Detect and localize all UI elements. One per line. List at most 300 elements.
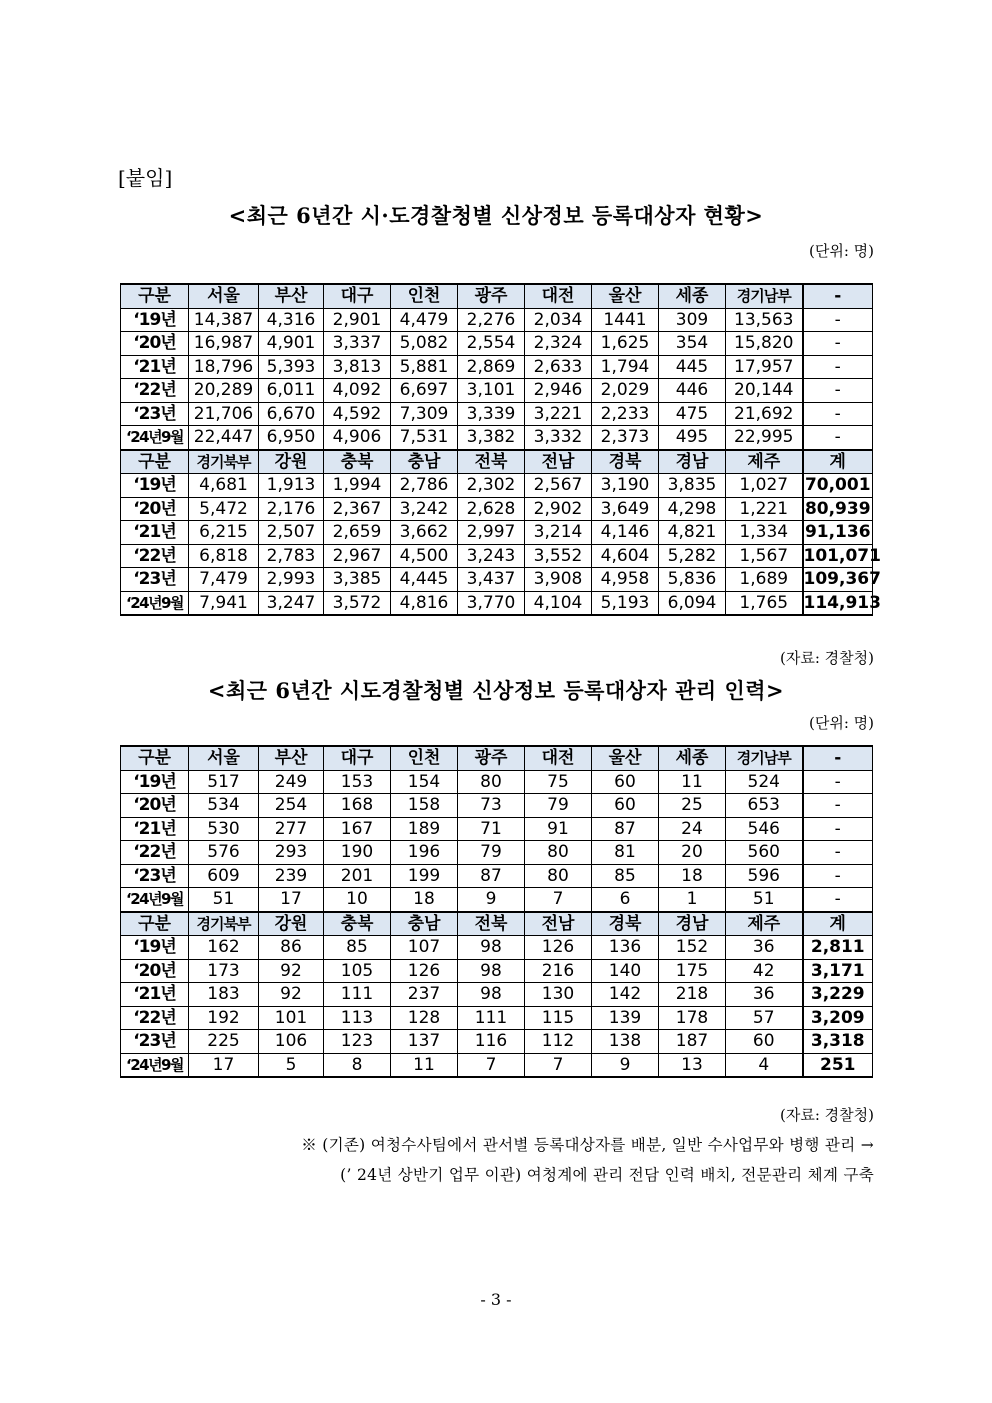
table-cell: 4,901 [259,332,324,356]
table-cell: 111 [458,1006,525,1030]
total-cell: 3,318 [803,1030,873,1054]
table-cell: 475 [659,402,726,426]
row-label: ‘19년 [121,770,189,794]
column-header: 대전 [525,284,592,308]
table-cell: 6,094 [659,591,726,615]
table-cell: 115 [525,1006,592,1030]
table-cell: 136 [592,936,659,960]
table-cell: 6 [592,888,659,912]
table-cell: 560 [726,841,803,865]
table-cell: 4,816 [391,591,458,615]
column-header: 전남 [525,450,592,474]
table-cell: 173 [189,959,259,983]
table-cell: 6,670 [259,402,324,426]
table-cell: 98 [458,983,525,1007]
column-header: 충북 [324,912,391,936]
table-header-row [121,284,873,308]
column-header: 구분 [121,912,189,936]
table-cell: 80 [525,864,592,888]
table-cell: 2,659 [324,521,391,545]
table-cell: 2,786 [391,474,458,498]
table-cell: 22,447 [189,426,259,450]
table-cell: - [803,817,873,841]
table-cell: 130 [525,983,592,1007]
total-cell: 2,811 [803,936,873,960]
table-cell: 6,697 [391,379,458,403]
table2-title: <최근 6년간 시도경찰청별 신상정보 등록대상자 관리 인력> [207,678,785,703]
table-cell: 5,472 [189,497,259,521]
table-row [121,1006,873,1030]
table-cell: 18 [659,864,726,888]
row-label: ‘21년 [121,817,189,841]
table-cell: 4 [726,1053,803,1077]
table-cell: - [803,379,873,403]
table-row [121,308,873,332]
attachment-label: [붙임] [118,166,173,190]
table-cell: 92 [259,983,324,1007]
column-header: 구분 [121,284,189,308]
total-cell: 3,229 [803,983,873,1007]
table-cell: 126 [391,959,458,983]
table-cell: 1,994 [324,474,391,498]
table-cell: 4,500 [391,544,458,568]
table-cell: 138 [592,1030,659,1054]
table-cell: 10 [324,888,391,912]
column-header: 충남 [391,450,458,474]
column-header: 전북 [458,450,525,474]
table-cell: 3,243 [458,544,525,568]
row-label: ‘21년 [121,983,189,1007]
table-row [121,379,873,403]
table-cell: 126 [525,936,592,960]
table-cell: 4,906 [324,426,391,450]
column-header: 충북 [324,450,391,474]
table-cell: 168 [324,794,391,818]
table-cell: 3,339 [458,402,525,426]
table-cell: 162 [189,936,259,960]
table-cell: 183 [189,983,259,1007]
table-cell: 9 [592,1053,659,1077]
table-cell: 3,813 [324,355,391,379]
row-label: ‘22년 [121,1006,189,1030]
table-row [121,841,873,865]
table-cell: 2,633 [525,355,592,379]
total-cell: 70,001 [803,474,873,498]
table-cell: - [803,355,873,379]
footnote-line-1: ※ (기존) 여청수사팀에서 관서별 등록대상자를 배분, 일반 수사업무와 병행 관리 → [301,1136,874,1154]
table-cell: 7,941 [189,591,259,615]
table-cell: 2,507 [259,521,324,545]
column-header: 광주 [458,284,525,308]
column-header: 부산 [259,284,324,308]
table-cell: 190 [324,841,391,865]
table-cell: 3,385 [324,568,391,592]
table-cell: 1,913 [259,474,324,498]
table-cell: 5,836 [659,568,726,592]
table-row [121,474,873,498]
table-cell: 6,011 [259,379,324,403]
table-cell: - [803,332,873,356]
table-cell: - [803,794,873,818]
table-cell: 113 [324,1006,391,1030]
table-cell: 2,993 [259,568,324,592]
table-cell: 1,027 [726,474,803,498]
table-cell: 152 [659,936,726,960]
table-cell: 18 [391,888,458,912]
row-label: ‘23년 [121,568,189,592]
table-cell: 2,997 [458,521,525,545]
registrant-status-table [120,283,881,616]
table-cell: 51 [726,888,803,912]
column-header: 계 [803,450,873,474]
row-label: ‘22년 [121,841,189,865]
table-row [121,355,873,379]
column-header: 제주 [726,912,803,936]
table-cell: 1,794 [592,355,659,379]
table-cell: 534 [189,794,259,818]
table-cell: 445 [659,355,726,379]
table-cell: 1441 [592,308,659,332]
table-cell: 249 [259,770,324,794]
table-cell: 178 [659,1006,726,1030]
table-cell: 3,770 [458,591,525,615]
table-cell: 20 [659,841,726,865]
row-label: ‘20년 [121,959,189,983]
table-cell: 2,783 [259,544,324,568]
table-cell: 17 [189,1053,259,1077]
table-cell: 6,818 [189,544,259,568]
table-cell: 17,957 [726,355,803,379]
total-cell: 109,367 [803,569,881,590]
table-cell: 71 [458,817,525,841]
table-cell: 2,276 [458,308,525,332]
table-cell: 2,029 [592,379,659,403]
table-cell: 653 [726,794,803,818]
table-cell: 80 [458,770,525,794]
table-cell: 128 [391,1006,458,1030]
table-cell: 7 [458,1053,525,1077]
column-header: 충남 [391,912,458,936]
table-cell: 3,649 [592,497,659,521]
table-cell: 5 [259,1053,324,1077]
table-cell: 3,101 [458,379,525,403]
column-header: 전남 [525,912,592,936]
row-label: ‘24년9월 [121,888,189,912]
total-cell: 101,071 [803,545,881,566]
table-cell: 24 [659,817,726,841]
table2-body [121,746,873,1077]
table-cell: 101 [259,1006,324,1030]
table-cell: 7,479 [189,568,259,592]
row-label: ‘24년9월 [121,1053,189,1077]
table-row [121,402,873,426]
table-cell: 81 [592,841,659,865]
table-cell: 112 [525,1030,592,1054]
column-header: - [803,746,873,770]
table-cell: 3,572 [324,591,391,615]
table-row [121,521,873,545]
table-cell: - [803,308,873,332]
table-cell: 116 [458,1030,525,1054]
table-cell: 167 [324,817,391,841]
table1-unit: (단위: 명) [809,242,874,260]
table-cell: 42 [726,959,803,983]
table-cell: 254 [259,794,324,818]
table-cell: 92 [259,959,324,983]
table-cell: 87 [458,864,525,888]
table-cell: 293 [259,841,324,865]
table-cell: 4,298 [659,497,726,521]
row-label: ‘24년9월 [121,426,189,450]
table-cell: 3,382 [458,426,525,450]
table-cell: 576 [189,841,259,865]
table-cell: 446 [659,379,726,403]
table-cell: 16,987 [189,332,259,356]
table-cell: 75 [525,770,592,794]
table-cell: 199 [391,864,458,888]
table-cell: 2,869 [458,355,525,379]
table-cell: 7 [525,888,592,912]
table-cell: 20,289 [189,379,259,403]
total-cell: 3,209 [803,1006,873,1030]
table-cell: 3,337 [324,332,391,356]
table-cell: 154 [391,770,458,794]
table-cell: 3,214 [525,521,592,545]
table-row [121,888,873,912]
column-header: 울산 [592,746,659,770]
column-header: 대구 [324,746,391,770]
table-row [121,544,873,568]
table-cell: 80 [525,841,592,865]
table-cell: 7,309 [391,402,458,426]
table-cell: - [803,888,873,912]
column-header: 경북 [592,450,659,474]
column-header: 경남 [659,450,726,474]
column-header: 인천 [391,746,458,770]
column-header: 구분 [121,450,189,474]
row-label: ‘19년 [121,308,189,332]
column-header: 부산 [259,746,324,770]
total-cell: 80,939 [803,497,873,521]
column-header: 경남 [659,912,726,936]
table-cell: 2,567 [525,474,592,498]
table-cell: 4,958 [592,568,659,592]
table-cell: 1,625 [592,332,659,356]
table-cell: 57 [726,1006,803,1030]
table-cell: 3,247 [259,591,324,615]
table-cell: 1 [659,888,726,912]
table-row [121,1030,873,1054]
table-cell: 106 [259,1030,324,1054]
column-header: 대전 [525,746,592,770]
table-cell: 4,604 [592,544,659,568]
column-header: 광주 [458,746,525,770]
total-cell: 251 [803,1053,873,1077]
table1-body [121,284,881,615]
row-label: ‘21년 [121,521,189,545]
column-header: 인천 [391,284,458,308]
table-cell: 1,334 [726,521,803,545]
table-cell: 139 [592,1006,659,1030]
table-cell: 17 [259,888,324,912]
table-cell: 8 [324,1053,391,1077]
table-cell: 4,592 [324,402,391,426]
table-cell: 7 [525,1053,592,1077]
table-cell: 187 [659,1030,726,1054]
table-row [121,426,873,450]
table-cell: 524 [726,770,803,794]
table-cell: 14,387 [189,308,259,332]
table-cell: 21,706 [189,402,259,426]
table-cell: 2,367 [324,497,391,521]
column-header: 전북 [458,912,525,936]
table-header-row [121,912,873,936]
row-label: ‘24년9월 [121,591,189,615]
table-cell: 530 [189,817,259,841]
table-cell: 309 [659,308,726,332]
table-cell: 85 [324,936,391,960]
table-cell: 225 [189,1030,259,1054]
table-cell: 5,881 [391,355,458,379]
table-cell: 546 [726,817,803,841]
table-cell: 6,950 [259,426,324,450]
table-row [121,568,873,592]
table-cell: 7,531 [391,426,458,450]
table-cell: 36 [726,936,803,960]
table-cell: 4,146 [592,521,659,545]
table-cell: - [803,841,873,865]
table-cell: 60 [592,794,659,818]
table-cell: 13,563 [726,308,803,332]
table-cell: 2,233 [592,402,659,426]
row-label: ‘23년 [121,864,189,888]
table-cell: 21,692 [726,402,803,426]
table-cell: 86 [259,936,324,960]
row-label: ‘21년 [121,355,189,379]
table-cell: 596 [726,864,803,888]
column-header: 대구 [324,284,391,308]
table-cell: 277 [259,817,324,841]
table-cell: 1,221 [726,497,803,521]
table-row [121,770,873,794]
table-cell: 2,034 [525,308,592,332]
table-cell: 218 [659,983,726,1007]
table-cell: 192 [189,1006,259,1030]
table-row [121,817,873,841]
table-row [121,936,873,960]
table-cell: 123 [324,1030,391,1054]
table-cell: 142 [592,983,659,1007]
table-cell: 609 [189,864,259,888]
table-cell: 239 [259,864,324,888]
table-cell: 11 [659,770,726,794]
table-cell: 87 [592,817,659,841]
row-label: ‘23년 [121,402,189,426]
table-header-row [121,450,873,474]
table-cell: 4,681 [189,474,259,498]
table-cell: 2,967 [324,544,391,568]
table-cell: 140 [592,959,659,983]
column-header: - [803,284,873,308]
page-number: - 3 - [480,1290,512,1309]
table-row [121,332,873,356]
column-header: 구분 [121,746,189,770]
table-cell: 3,242 [391,497,458,521]
table-cell: 1,765 [726,591,803,615]
table-header-row [121,746,873,770]
table-row [121,864,873,888]
table-cell: 4,821 [659,521,726,545]
total-cell: 91,136 [803,521,873,545]
table-cell: 5,282 [659,544,726,568]
row-label: ‘19년 [121,474,189,498]
table-cell: 2,302 [458,474,525,498]
table-cell: 20,144 [726,379,803,403]
table-cell: - [803,402,873,426]
table-row [121,591,873,615]
table-cell: 137 [391,1030,458,1054]
table-cell: 2,373 [592,426,659,450]
table-cell: 153 [324,770,391,794]
table-cell: 201 [324,864,391,888]
management-staff-table [120,745,873,1078]
table-cell: 1,689 [726,568,803,592]
table-cell: 5,193 [592,591,659,615]
table-cell: 11 [391,1053,458,1077]
table-cell: 2,628 [458,497,525,521]
table-cell: - [803,770,873,794]
table-cell: 3,552 [525,544,592,568]
table-row [121,959,873,983]
table-cell: 354 [659,332,726,356]
table-cell: 9 [458,888,525,912]
table1-source: (자료: 경찰청) [780,649,874,667]
table-cell: 158 [391,794,458,818]
column-header: 강원 [259,912,324,936]
table-cell: 237 [391,983,458,1007]
table-cell: 4,479 [391,308,458,332]
table-cell: 85 [592,864,659,888]
row-label: ‘19년 [121,936,189,960]
table-cell: 60 [726,1030,803,1054]
column-header: 서울 [189,284,259,308]
table-cell: 3,437 [458,568,525,592]
row-label: ‘20년 [121,794,189,818]
table-cell: 79 [458,841,525,865]
table-cell: 2,324 [525,332,592,356]
table-cell: 1,567 [726,544,803,568]
column-header: 경북 [592,912,659,936]
column-header: 강원 [259,450,324,474]
table-cell: 3,908 [525,568,592,592]
table-cell: 91 [525,817,592,841]
row-label: ‘20년 [121,497,189,521]
table-cell: 4,445 [391,568,458,592]
table2-unit: (단위: 명) [809,714,874,732]
table-cell: 3,221 [525,402,592,426]
table-cell: 2,176 [259,497,324,521]
row-label: ‘23년 [121,1030,189,1054]
total-cell: 3,171 [803,959,873,983]
table-cell: 175 [659,959,726,983]
row-label: ‘22년 [121,379,189,403]
table-cell: 5,393 [259,355,324,379]
table-cell: 3,835 [659,474,726,498]
table-cell: 18,796 [189,355,259,379]
table-cell: 36 [726,983,803,1007]
table-cell: 3,662 [391,521,458,545]
table-cell: 2,901 [324,308,391,332]
